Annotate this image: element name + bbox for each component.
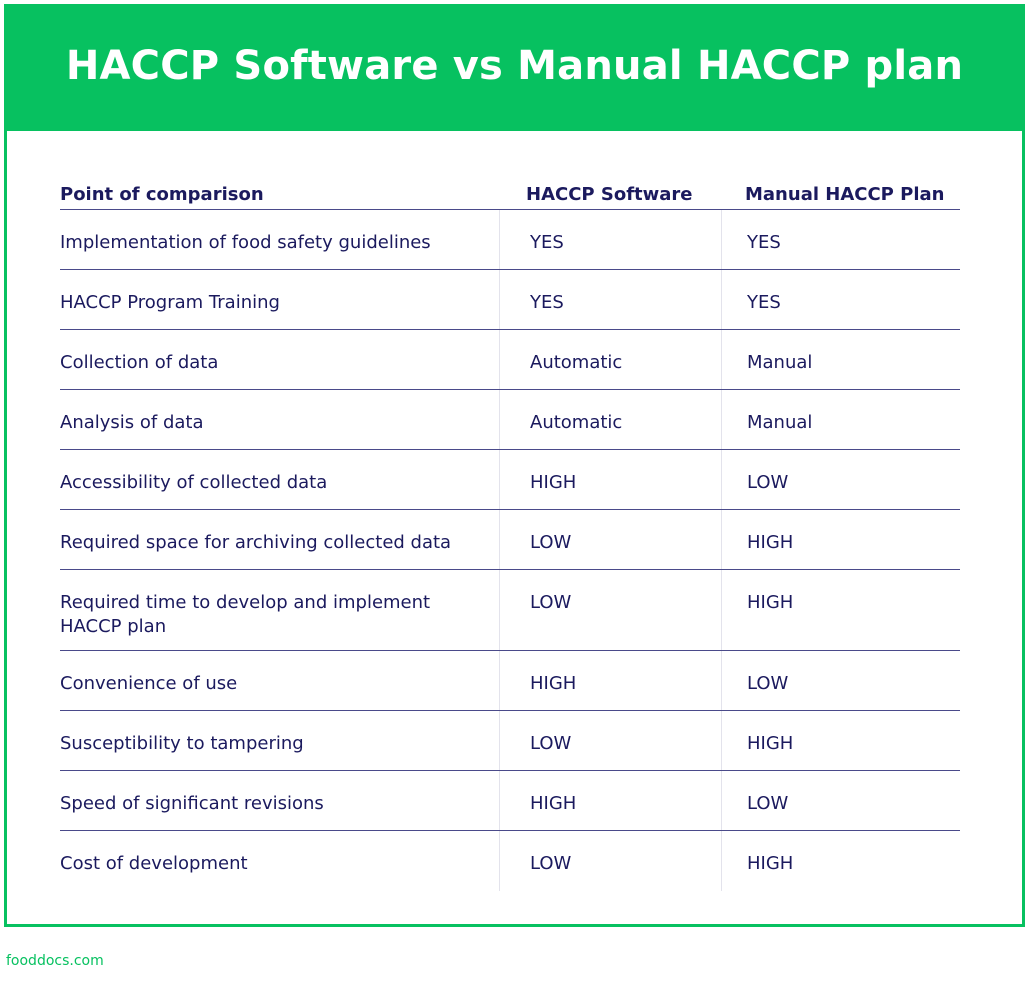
row-manual-value: LOW: [721, 450, 960, 509]
table-row: [60, 831, 960, 891]
row-software-value: LOW: [499, 570, 721, 650]
header-point-of-comparison: Point of comparison: [60, 184, 264, 205]
row-software-value: HIGH: [499, 771, 721, 830]
row-manual-value: HIGH: [721, 831, 960, 891]
row-manual-value: YES: [721, 270, 960, 329]
row-manual-value: Manual: [721, 330, 960, 389]
table-row: [60, 210, 960, 270]
row-criterion: Required time to develop and implement HACCP plan: [60, 592, 431, 637]
row-software-value: LOW: [499, 711, 721, 770]
row-software-value: HIGH: [499, 450, 721, 509]
row-software-value: Automatic: [499, 330, 721, 389]
row-manual-value: HIGH: [721, 510, 960, 569]
row-software-value: LOW: [499, 831, 721, 891]
row-manual-value: HIGH: [721, 570, 960, 650]
row-manual-value: LOW: [721, 771, 960, 830]
table-row: [60, 570, 960, 651]
header-manual-haccp-plan: Manual HACCP Plan: [745, 184, 945, 205]
row-software-value: Automatic: [499, 390, 721, 449]
row-software-value: LOW: [499, 510, 721, 569]
table-row: [60, 270, 960, 330]
comparison-card: [4, 4, 1025, 927]
table-header-row: [60, 172, 960, 210]
table-row: [60, 651, 960, 711]
row-manual-value: LOW: [721, 651, 960, 710]
row-software-value: YES: [499, 270, 721, 329]
row-criterion: Implementation of food safety guidelines: [60, 232, 431, 253]
row-criterion: HACCP Program Training: [60, 292, 280, 313]
table-row: [60, 771, 960, 831]
comparison-table: [60, 172, 960, 891]
row-manual-value: Manual: [721, 390, 960, 449]
row-criterion: Convenience of use: [60, 673, 238, 694]
header-haccp-software: HACCP Software: [526, 184, 693, 205]
row-criterion: Collection of data: [60, 352, 219, 373]
table-row: [60, 330, 960, 390]
row-criterion: Susceptibility to tampering: [60, 733, 304, 754]
row-manual-value: HIGH: [721, 711, 960, 770]
header-banner: [7, 7, 1022, 131]
row-criterion: Required space for archiving collected data: [60, 532, 452, 553]
row-manual-value: YES: [721, 210, 960, 269]
page-title: HACCP Software vs Manual HACCP plan: [65, 43, 964, 89]
table-row: [60, 450, 960, 510]
footer-source-link[interactable]: fooddocs.com: [6, 953, 104, 969]
row-criterion: Accessibility of collected data: [60, 472, 328, 493]
table-row: [60, 711, 960, 771]
row-software-value: YES: [499, 210, 721, 269]
row-criterion: Cost of development: [60, 853, 248, 874]
table-row: [60, 510, 960, 570]
row-software-value: HIGH: [499, 651, 721, 710]
table-row: [60, 390, 960, 450]
row-criterion: Analysis of data: [60, 412, 204, 433]
row-criterion: Speed of significant revisions: [60, 793, 324, 814]
